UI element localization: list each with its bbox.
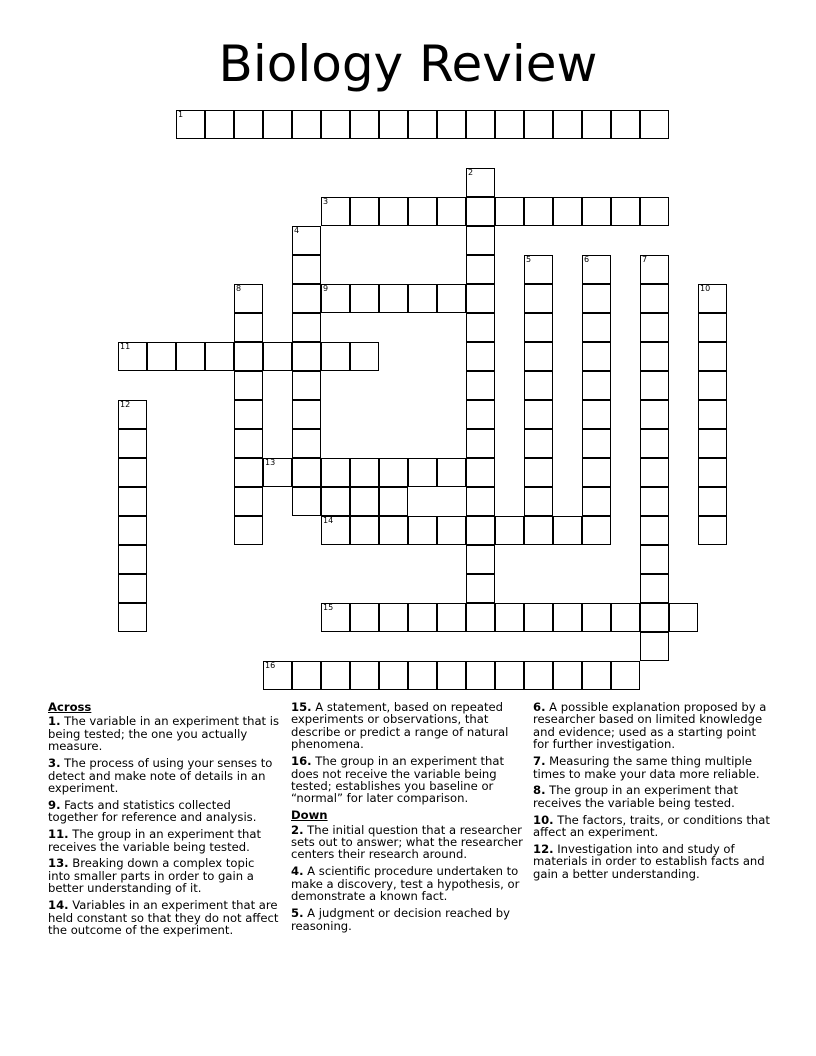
clue-number: 9 [323,284,329,293]
grid-cell[interactable] [495,197,524,226]
grid-cell[interactable] [321,284,350,313]
clue-number: 10 [700,284,711,293]
grid-cell[interactable] [582,197,611,226]
grid-cell[interactable] [321,661,350,690]
clue-across-16: 16. The group in an experiment that does not receive the variable being tested; establishes you baseline or “normal” for later comparison. [291,754,505,806]
clue-across-1: 1. The variable in an experiment that is being tested; the one you actually measure. [48,714,280,754]
grid-cell[interactable] [582,458,611,487]
grid-cell[interactable] [176,110,205,139]
grid-cell[interactable] [698,487,727,516]
grid-cell[interactable] [553,197,582,226]
grid-cell[interactable] [263,458,292,487]
grid-cell[interactable] [292,313,321,342]
grid-cell[interactable] [524,255,553,284]
grid-cell[interactable] [437,458,466,487]
grid-cell[interactable] [611,197,640,226]
clue-number: 2 [468,168,474,177]
grid-cell[interactable] [118,516,147,545]
grid-cell[interactable] [524,197,553,226]
grid-cell[interactable] [698,313,727,342]
grid-cell[interactable] [466,661,495,690]
grid-cell[interactable] [408,661,437,690]
grid-cell[interactable] [640,110,669,139]
clue-across-11: 11. The group in an experiment that receives the variable being tested. [48,827,262,854]
grid-cell[interactable] [292,110,321,139]
grid-cell[interactable] [466,255,495,284]
grid-cell[interactable] [350,197,379,226]
grid-cell[interactable] [263,661,292,690]
grid-cell[interactable] [408,516,437,545]
grid-cell[interactable] [350,284,379,313]
grid-cell[interactable] [524,429,553,458]
grid-cell[interactable] [524,487,553,516]
grid-cell[interactable] [292,661,321,690]
grid-cell[interactable] [118,342,147,371]
grid-cell[interactable] [669,603,698,632]
grid-cell[interactable] [466,574,495,603]
grid-cell[interactable] [234,342,263,371]
grid-cell[interactable] [437,197,466,226]
grid-cell[interactable] [321,197,350,226]
grid-cell[interactable] [408,197,437,226]
clue-number: 7 [642,255,648,264]
grid-cell[interactable] [524,516,553,545]
grid-cell[interactable] [582,313,611,342]
clue-number: 15 [323,603,334,612]
grid-cell[interactable] [292,487,321,516]
grid-cell[interactable] [234,110,263,139]
grid-cell[interactable] [234,516,263,545]
grid-cell[interactable] [379,284,408,313]
grid-cell[interactable] [640,400,669,429]
grid-cell[interactable] [379,516,408,545]
grid-cell[interactable] [582,342,611,371]
grid-cell[interactable] [640,487,669,516]
clue-across-15: 15. A statement, based on repeated experiments or observations, that describe or predict a range of natural phenomena. [291,700,509,752]
grid-cell[interactable] [466,545,495,574]
grid-cell[interactable] [466,226,495,255]
grid-cell[interactable] [437,284,466,313]
grid-cell[interactable] [466,313,495,342]
clue-number: 16 [265,661,276,670]
grid-cell[interactable] [147,342,176,371]
clue-across-14: 14. Variables in an experiment that are held constant so that they do not affect the outcome of the experiment. [48,898,279,937]
clue-across-3: 3. The process of using your senses to detect and make note of details in an experiment. [48,756,273,795]
grid-cell[interactable] [321,458,350,487]
grid-cell[interactable] [466,516,495,545]
clue-down-7: 7. Measuring the same thing multiple times to make your data more reliable. [533,754,760,781]
grid-cell[interactable] [379,197,408,226]
grid-cell[interactable] [408,284,437,313]
grid-cell[interactable] [321,516,350,545]
clue-down-5: 5. A judgment or decision reached by reasoning. [291,906,510,933]
grid-cell[interactable] [234,371,263,400]
grid-cell[interactable] [234,313,263,342]
grid-cell[interactable] [698,371,727,400]
clue-number: 11 [120,342,131,351]
grid-cell[interactable] [553,110,582,139]
grid-cell[interactable] [118,400,147,429]
clue-column-2 [291,701,523,936]
grid-cell[interactable] [118,603,147,632]
grid-cell[interactable] [263,342,292,371]
grid-cell[interactable] [379,110,408,139]
grid-cell[interactable] [321,342,350,371]
clue-number: 13 [265,458,276,467]
grid-cell[interactable] [640,574,669,603]
grid-cell[interactable] [524,313,553,342]
clue-column-3 [533,701,773,885]
grid-cell[interactable] [582,284,611,313]
grid-cell[interactable] [408,603,437,632]
grid-cell[interactable] [234,429,263,458]
grid-cell[interactable] [466,110,495,139]
grid-cell[interactable] [524,400,553,429]
grid-cell[interactable] [466,458,495,487]
grid-cell[interactable] [611,110,640,139]
grid-cell[interactable] [466,284,495,313]
grid-cell[interactable] [408,458,437,487]
grid-cell[interactable] [698,516,727,545]
grid-cell[interactable] [379,487,408,516]
clue-down-12: 12. Investigation into and study of materials in order to establish facts and gain a better understanding. [533,842,765,881]
clue-down-6: 6. A possible explanation proposed by a researcher based on limited knowledge and evidence; used as a starting point for further investigation. [533,700,767,752]
grid-cell[interactable] [582,661,611,690]
clue-number: 6 [584,255,590,264]
grid-cell[interactable] [379,661,408,690]
grid-cell[interactable] [553,661,582,690]
grid-cell[interactable] [234,284,263,313]
grid-cell[interactable] [466,197,495,226]
grid-cell[interactable] [408,110,437,139]
grid-cell[interactable] [495,603,524,632]
grid-cell[interactable] [582,371,611,400]
grid-cell[interactable] [466,400,495,429]
clue-down-8: 8. The group in an experiment that receives the variable being tested. [533,783,738,810]
grid-cell[interactable] [205,342,234,371]
grid-cell[interactable] [466,487,495,516]
clue-across-13: 13. Breaking down a complex topic into smaller parts in order to gain a better understanding of it. [48,856,255,896]
grid-cell[interactable] [524,110,553,139]
grid-cell[interactable] [292,429,321,458]
grid-cell[interactable] [205,110,234,139]
grid-cell[interactable] [640,632,669,661]
grid-cell[interactable] [292,400,321,429]
grid-cell[interactable] [582,400,611,429]
grid-cell[interactable] [640,313,669,342]
grid-cell[interactable] [350,516,379,545]
grid-cell[interactable] [582,110,611,139]
grid-cell[interactable] [611,603,640,632]
grid-cell[interactable] [118,458,147,487]
grid-cell[interactable] [321,487,350,516]
puzzle-title: Biology Review [218,35,598,93]
grid-cell[interactable] [553,516,582,545]
grid-cell[interactable] [582,603,611,632]
grid-cell[interactable] [379,458,408,487]
grid-cell[interactable] [611,661,640,690]
grid-cell[interactable] [698,342,727,371]
grid-cell[interactable] [234,400,263,429]
grid-cell[interactable] [437,661,466,690]
grid-cell[interactable] [524,661,553,690]
grid-cell[interactable] [524,371,553,400]
clue-down-4: 4. A scientific procedure undertaken to make a discovery, test a hypothesis, or demonstrate a known fact. [291,864,520,904]
grid-cell[interactable] [495,516,524,545]
grid-cell[interactable] [118,487,147,516]
grid-cell[interactable] [292,284,321,313]
clue-number: 1 [178,110,184,119]
grid-cell[interactable] [524,458,553,487]
clue-number: 4 [294,226,300,235]
grid-cell[interactable] [640,429,669,458]
grid-cell[interactable] [350,487,379,516]
grid-cell[interactable] [582,487,611,516]
grid-cell[interactable] [321,603,350,632]
grid-cell[interactable] [118,429,147,458]
grid-cell[interactable] [118,545,147,574]
grid-cell[interactable] [582,429,611,458]
grid-cell[interactable] [524,284,553,313]
grid-cell[interactable] [350,603,379,632]
grid-cell[interactable] [640,603,669,632]
grid-cell[interactable] [234,487,263,516]
grid-cell[interactable] [176,342,205,371]
grid-cell[interactable] [292,371,321,400]
grid-cell[interactable] [379,603,408,632]
grid-cell[interactable] [292,226,321,255]
grid-cell[interactable] [640,342,669,371]
grid-cell[interactable] [640,284,669,313]
grid-cell[interactable] [698,284,727,313]
grid-cell[interactable] [118,574,147,603]
grid-cell[interactable] [582,255,611,284]
grid-cell[interactable] [437,603,466,632]
grid-cell[interactable] [350,110,379,139]
grid-cell[interactable] [640,197,669,226]
grid-cell[interactable] [321,110,350,139]
down-heading: Down [291,808,328,823]
grid-cell[interactable] [437,110,466,139]
grid-cell[interactable] [437,516,466,545]
grid-cell[interactable] [698,400,727,429]
across-heading: Across [48,700,92,714]
grid-cell[interactable] [350,458,379,487]
clue-down-2: 2. The initial question that a researcher sets out to answer; what the researcher centers their research around. [291,822,523,862]
grid-cell[interactable] [524,603,553,632]
grid-cell[interactable] [640,516,669,545]
grid-cell[interactable] [640,255,669,284]
grid-cell[interactable] [640,458,669,487]
grid-cell[interactable] [698,429,727,458]
grid-cell[interactable] [495,661,524,690]
grid-cell[interactable] [582,516,611,545]
clue-across-9: 9. Facts and statistics collected together for reference and analysis. [48,797,257,825]
clue-column-1 [48,701,280,941]
grid-cell[interactable] [640,545,669,574]
grid-cell[interactable] [234,458,263,487]
grid-cell[interactable] [466,342,495,371]
grid-cell[interactable] [350,342,379,371]
grid-cell[interactable] [524,342,553,371]
grid-cell[interactable] [292,458,321,487]
clue-number: 12 [120,400,131,409]
clue-number: 8 [236,284,242,293]
clue-down-10: 10. The factors, traits, or conditions that affect an experiment. [533,812,770,840]
grid-cell[interactable] [553,603,582,632]
clue-number: 14 [323,516,334,525]
clue-number: 5 [526,255,532,264]
grid-cell[interactable] [263,110,292,139]
grid-cell[interactable] [292,342,321,371]
grid-cell[interactable] [292,255,321,284]
grid-cell[interactable] [466,429,495,458]
grid-cell[interactable] [640,371,669,400]
clue-number: 3 [323,197,329,206]
grid-cell[interactable] [466,603,495,632]
grid-cell[interactable] [466,168,495,197]
grid-cell[interactable] [350,661,379,690]
grid-cell[interactable] [698,458,727,487]
grid-cell[interactable] [495,110,524,139]
grid-cell[interactable] [466,371,495,400]
